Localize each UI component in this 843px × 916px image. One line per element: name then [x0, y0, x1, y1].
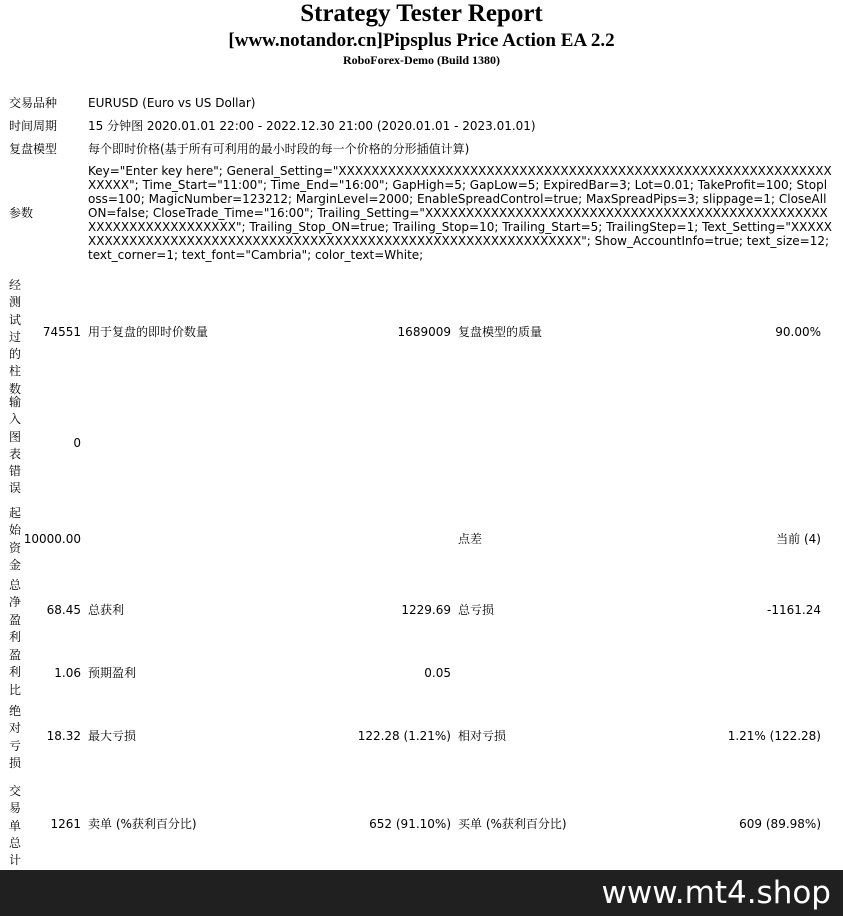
gross-loss-label: 总亏损 — [458, 603, 495, 617]
errors-value: 0 — [73, 436, 81, 450]
symbol-label: 交易品种 — [9, 96, 58, 110]
deposit-label: 起始资金 — [9, 506, 22, 572]
gross-profit-value: 1229.69 — [401, 603, 451, 617]
quality-label: 复盘模型的质量 — [458, 325, 543, 339]
net-profit-value: 68.45 — [46, 603, 81, 617]
quality-value: 90.00% — [775, 325, 821, 339]
gross-profit-label: 总获利 — [88, 603, 125, 617]
model-value: 每个即时价格(基于所有可利用的最小时段的每一个价格的分形插值计算) — [88, 142, 470, 156]
net-profit-label: 总净盈利 — [9, 578, 22, 644]
ticks-value: 1689009 — [397, 325, 451, 339]
spread-value: 当前 (4) — [776, 532, 821, 546]
bars-value: 74551 — [42, 325, 81, 339]
profit-factor-value: 1.06 — [54, 666, 81, 680]
model-label: 复盘模型 — [9, 142, 58, 156]
short-positions-value: 652 (91.10%) — [369, 817, 451, 831]
params-label: 参数 — [9, 206, 34, 220]
long-positions-label: 买单 (%获利百分比) — [458, 817, 567, 831]
absolute-drawdown-label: 绝对亏损 — [9, 704, 22, 770]
period-label: 时间周期 — [9, 119, 58, 133]
report-title: Strategy Tester Report — [300, 0, 543, 27]
ticks-label: 用于复盘的即时价数量 — [88, 325, 209, 339]
maximal-drawdown-value: 122.28 (1.21%) — [357, 729, 451, 743]
report-subtitle: [www.notandor.cn]Pipsplus Price Action EA 2.2 — [228, 30, 615, 51]
short-positions-label: 卖单 (%获利百分比) — [88, 817, 197, 831]
total-trades-label: 交易单总计 — [9, 784, 22, 868]
bars-label: 经测试过的柱数 — [9, 278, 22, 396]
watermark-text: www.mt4.shop — [601, 875, 831, 911]
params-value: Key="Enter key here"; General_Setting="XXXXXXXXXXXXXXXXXXXXXXXXXXXXXXXXXXXXXXXXXXXXXXXXXXXXXXXXXXXXXXXXX"; Time_Start="11:00"; Time_End="16:00"; GapHigh=5; GapLow=5; ExpiredBar=3; Lot=0.01; TakeProfit=100; Stoploss=100; MagicNumber=123212; MarginLevel=2000; EnableSpreadControl=true; MaxSpreadPips=3; slippage=1; CloseAllON=false; CloseTrade_Time="16:00"; Trailing_Setting="XXXXXXXXXXXXXXXXXXXXXXXXXXXXXXXXXXXXXXXXXXXXXXXXXXXXXXXXXXXXXXXXXXX"; Trailing_Stop_ON=true; Trailing_Stop=10; Trailing_Start=5; TrailingStep=1; Text_Setting="XXXXXXXXXXXXXXXXXXXXXXXXXXXXXXXXXXXXXXXXXXXXXXXXXXXXXXXXXXXXXXXXX"; Show_AccountInfo=true; text_size=12; text_corner=1; text_font="Cambria"; color_text=White; — [88, 164, 833, 262]
absolute-drawdown-value: 18.32 — [46, 729, 81, 743]
watermark-bar — [0, 870, 843, 916]
profit-factor-label: 盈利比 — [9, 648, 22, 697]
relative-drawdown-value: 1.21% (122.28) — [727, 729, 821, 743]
expected-payoff-label: 预期盈利 — [88, 666, 137, 680]
relative-drawdown-label: 相对亏损 — [458, 729, 507, 743]
server-name: RoboForex-Demo (Build 1380) — [342, 53, 501, 67]
deposit-value: 10000.00 — [23, 532, 81, 546]
total-trades-value: 1261 — [50, 817, 81, 831]
gross-loss-value: -1161.24 — [767, 603, 821, 617]
period-value: 15 分钟图 2020.01.01 22:00 - 2022.12.30 21:00 (2020.01.01 - 2023.01.01) — [88, 119, 536, 133]
maximal-drawdown-label: 最大亏损 — [88, 729, 137, 743]
long-positions-value: 609 (89.98%) — [739, 817, 821, 831]
spread-label: 点差 — [458, 532, 483, 546]
symbol-value: EURUSD (Euro vs US Dollar) — [88, 96, 256, 110]
errors-label: 输入图表错误 — [9, 395, 22, 496]
expected-payoff-value: 0.05 — [424, 666, 451, 680]
